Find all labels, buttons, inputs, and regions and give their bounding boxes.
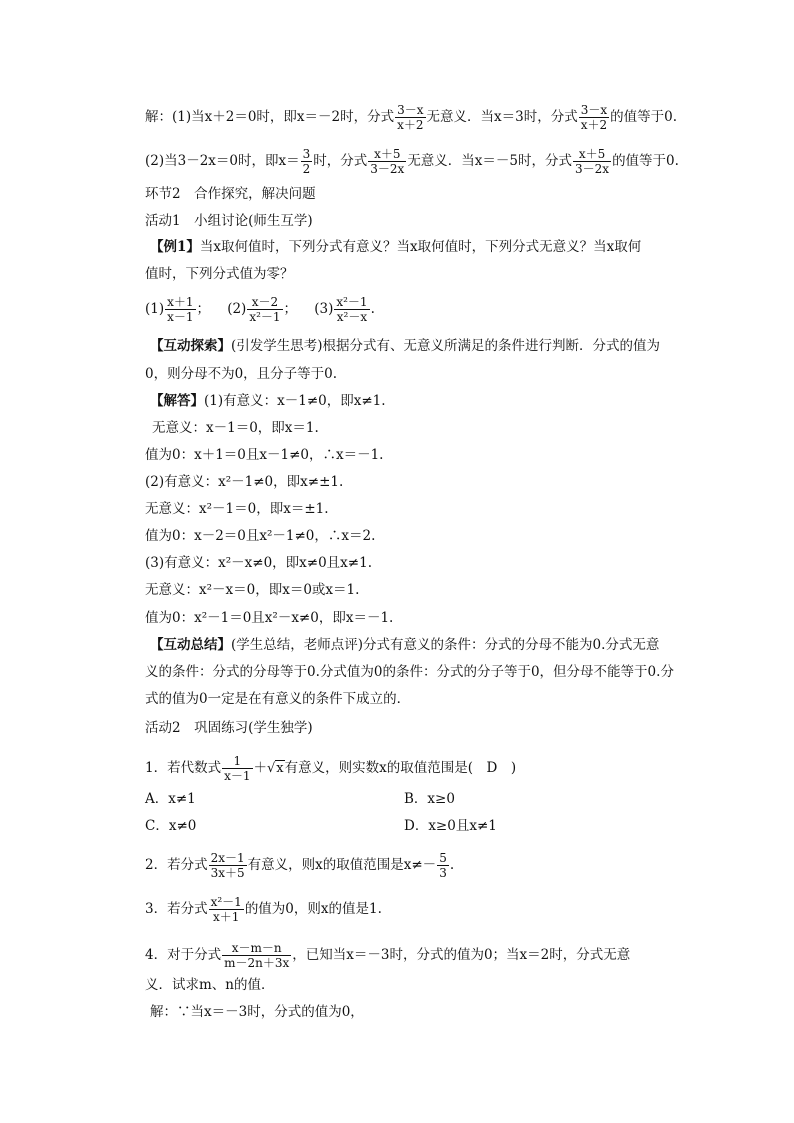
answer-line-5: 无意义：x²－1＝0，即x＝±1. [145,501,329,517]
question-3: 3．若分式 $\frac{\text{x²－1}}{x+1}$ 的值为0，则x的值是1. [145,895,382,924]
answer-line-1: 【解答】(1)有意义：x－1≠0，即x≠1. [150,393,386,409]
fraction: $\frac{3}{2}$ [302,147,311,176]
section-heading: 环节2 合作探究，解决问题 [145,186,316,202]
sqrt-expression: √x [267,761,284,776]
fraction: $\frac{x+5}{3-2x}$ [575,147,610,176]
fraction: $\frac{5}{3}$ [439,851,447,880]
explore-line-1: 【互动探索】(引发学生思考)根据分式有、无意义所满足的条件进行判断．分式的值为 [150,338,661,354]
summary-line-3: 式的值为0一定是在有意义的条件下成立的． [145,691,411,707]
question-4-line-2: 义．试求m、n的值． [145,977,275,993]
answer-line-6: 值为0：x－2＝0且x²－1≠0，∴x＝2. [145,528,376,544]
fraction: $\frac{x+1}{x-1}$ [167,295,194,324]
option-c: C．x≠0 [145,818,197,834]
activity-heading: 活动2 巩固练习(学生独学) [145,720,313,736]
fraction: $\frac{\text{x²－1}}{x+1}$ [210,895,242,924]
example-line-2: 值时，下列分式值为零？ [145,266,294,282]
fraction: $\frac{x-2}{\text{x²－1}}$ [249,295,281,324]
explore-line-2: 0，则分母不为0，且分子等于0. [145,366,338,382]
summary-line-1: 【互动总结】(学生总结，老师点评)分式有意义的条件：分式的分母不能为0.分式无意 [150,637,660,653]
fraction: $\frac{1}{x-1}$ [224,754,251,783]
answer-line-8: 无意义：x²－x＝0，即x＝0或x＝1. [145,582,360,598]
fraction: $\frac{\text{x²－1}}{\text{x²－x}}$ [336,295,368,324]
answer-line-4: (2)有意义：x²－1≠0，即x≠±1. [145,474,344,490]
option-a: A．x≠1 [145,791,196,807]
fraction: $\frac{3-x}{x+2}$ [397,103,424,132]
answer-line-2: 无意义：x－1＝0，即x＝1. [152,420,319,436]
example-line-1: 【例1】当x取何值时，下列分式有意义？当x取何值时，下列分式无意义？当x取何 [150,239,642,255]
fraction: $\frac{x+5}{3-2x}$ [370,147,405,176]
option-d: D．x≥0且x≠1 [404,818,497,834]
example-fractions: (1) $\frac{x+1}{x-1}$ ； (2) $\frac{x-2}{\text{x²－1}}$ ； (3) $\frac{\text{x²－1}}{\text{x²－x}}$ . [145,295,375,324]
option-b: B．x≥0 [404,791,455,807]
answer-line-3: 值为0：x＋1＝0且x－1≠0，∴x＝－1. [145,447,384,463]
activity-heading: 活动1 小组讨论(师生互学) [145,213,313,229]
answer-line-7: (3)有意义：x²－x≠0，即x≠0且x≠1. [145,555,372,571]
question-4-line-3: 解：∵当x＝－3时，分式的值为0， [150,1004,364,1020]
question-4-line-1: 4．对于分式 $\frac{x-m-n}{m-2n+3x}$ ，已知当x＝－3时，分式的值为0；当x＝2时，分式无意 [145,941,631,970]
fraction: $\frac{x-m-n}{m-2n+3x}$ [224,941,290,970]
fraction: $\frac{2x-1}{3x+5}$ [210,851,245,880]
solution-line-1: 解：(1)当x＋2＝0时，即x＝－2时，分式 $\frac{3-x}{x+2}$ 无意义．当x＝3时，分式 $\frac{3-x}{x+2}$ 的值等于0. [145,103,678,132]
answer-line-9: 值为0：x²－1＝0且x²－x≠0，即x＝－1. [145,610,394,626]
question-2: 2．若分式 $\frac{2x-1}{3x+5}$ 有意义，则x的取值范围是x≠－ $\frac{5}{3}$ . [145,851,455,880]
solution-line-2: (2)当3－2x＝0时，即x＝ $\frac{3}{2}$ 时，分式 $\frac{x+5}{3-2x}$ 无意义．当x＝－5时，分式 $\frac{x+5}{3-2x}$ 的值等于0. [145,147,679,176]
fraction: $\frac{3-x}{x+2}$ [580,103,608,132]
summary-line-2: 义的条件：分式的分母等于0.分式值为0的条件：分式的分子等于0，但分母不能等于0.分 [145,664,674,680]
question-1: 1．若代数式 $\frac{1}{x-1}$ ＋√x有意义，则实数x的取值范围是( D ) [145,754,517,783]
